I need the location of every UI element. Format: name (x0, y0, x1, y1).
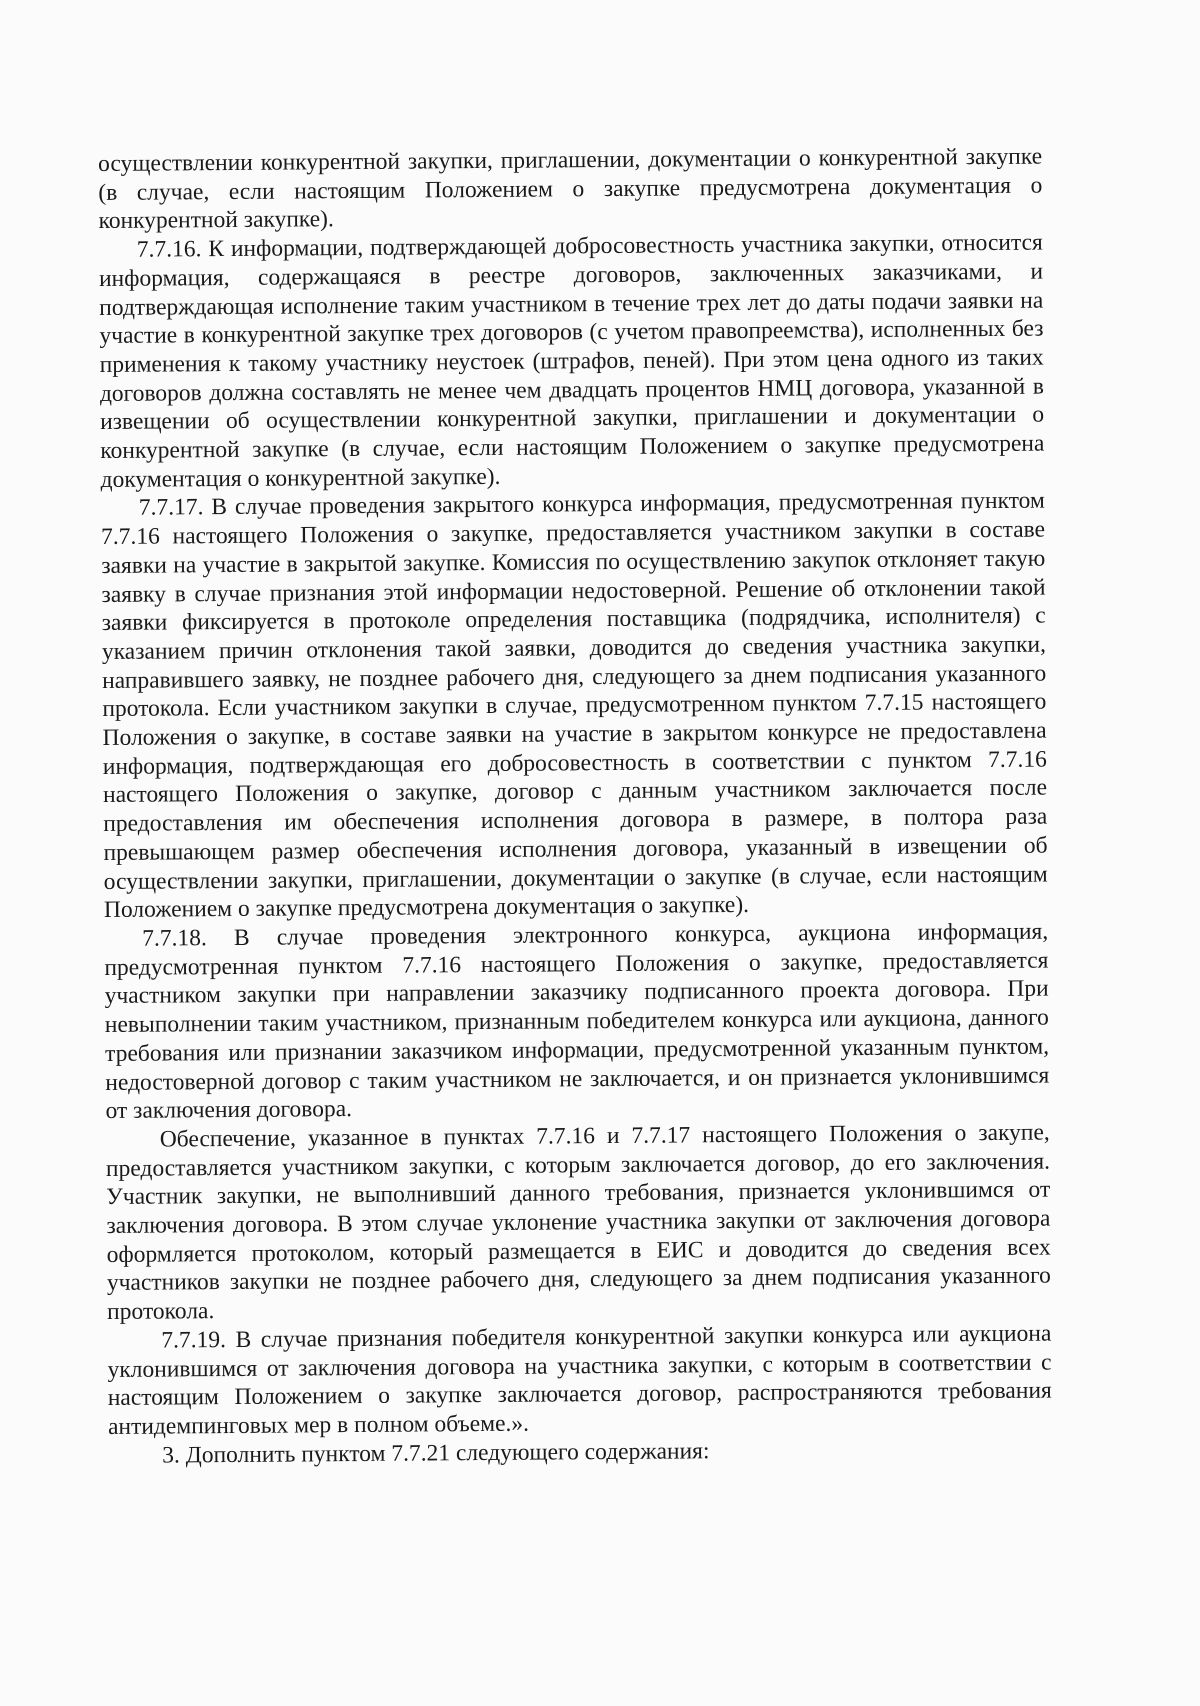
paragraph-security-provision: Обеспечение, указанное в пунктах 7.7.16 и 7.7.17 настоящего Положения о закупе, предоставляется участником закупки, с которым заключается договор, до его заключения. Участник закупки, не выполнивший данного требования, признается уклонившимся от заключения договора. В этом случае уклонение участника закупки от заключения договора оформляется протоколом, который размещается в ЕИС и доводится до сведения всех участников закупки не позднее рабочего дня, следующего за днем подписания указанного протокола. (105, 1119, 1051, 1326)
paragraph-7-7-17: 7.7.17. В случае проведения закрытого конкурса информация, предусмотренная пунктом 7.7.16 настоящего Положения о закупке, предоставляется участником закупки в составе заявки на участие в закрытой закупке. Комиссия по осуществлению закупок отклоняет такую заявку в случае признания этой информации недостоверной. Решение об отклонении такой заявки фиксируется в протоколе определения поставщика (подрядчика, исполнителя) с указанием причин отклонения такой заявки, доводится до сведения участника закупки, направившего заявку, не позднее рабочего дня, следующего за днем подписания указанного протокола. Если участником закупки в случае, предусмотренном пунктом 7.7.15 настоящего Положения о закупке, в составе заявки на участие в закрытом конкурсе не предоставлена информация, подтверждающая его добросовестность в соответствии с пунктом 7.7.16 настоящего Положения о закупке, договор с данным участником заключается после предоставления им обеспечения исполнения договора в размере, в полтора раза превышающем размер обеспечения исполнения договора, указанный в извещении об осуществлении закупки, приглашении, документации о закупке (в случае, если настоящим Положением о закупке предусмотрена документация о закупке). (100, 488, 1048, 924)
paragraph-7-7-16: 7.7.16. К информации, подтверждающей добросовестность участника закупки, относится информация, содержащаяся в реестре договоров, заключенных заказчиками, и подтверждающая исполнение таким участником в течение трех лет до даты подачи заявки на участие в конкурентной закупке трех договоров (с учетом правопреемства), исполненных без применения к такому участнику неустоек (штрафов, пеней). При этом цена одного из таких договоров должна составлять не менее чем двадцать процентов НМЦ договора, указанной в извещении об осуществлении конкурентной закупки, приглашении и документации о конкурентной закупке (в случае, если настоящим Положением о закупке предусмотрена документация о конкурентной закупке). (98, 229, 1045, 493)
document-body (98, 143, 1052, 1471)
paragraph-continuation: осуществлении конкурентной закупки, приглашении, документации о конкурентной закупке (в случае, если настоящим Положением о закупке предусмотрена документация о конкурентной закупке). (98, 143, 1043, 235)
paragraph-7-7-19: 7.7.19. В случае признания победителя конкурентной закупки конкурса или аукциона уклонившимся от заключения договора на участника закупки, с которым в соответствии с настоящим Положением о закупке заключается договор, распространяются требования антидемпинговых мер в полном объеме.». (107, 1320, 1052, 1440)
paragraph-7-7-18: 7.7.18. В случае проведения электронного конкурса, аукциона информация, предусмотренная пунктом 7.7.16 настоящего Положения о закупке, предоставляется участником закупки при направлении заказчику подписанного проекта договора. При невыполнении таким участником, признанным победителем конкурса или аукциона, данного требования или признании заказчиком информации, предусмотренной указанным пунктом, недостоверной договор с таким участником не заключается, и он признается уклонившимся от заключения договора. (104, 918, 1050, 1125)
paragraph-item-3: 3. Дополнить пунктом 7.7.21 следующего содержания: (162, 1437, 710, 1469)
